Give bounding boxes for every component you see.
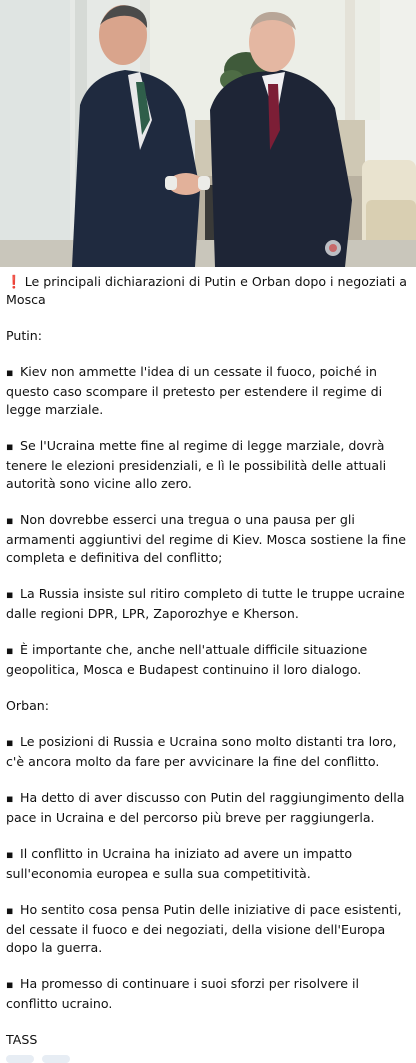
orban-point-1: ◾ Le posizioni di Russia e Ucraina sono molto distanti tra loro, c'è ancora molto da fare per avvicinare la fine del conflitto. bbox=[6, 734, 397, 769]
bullet-icon: ◾ bbox=[6, 850, 14, 861]
orban-point-5: ◾ Ha promesso di continuare i suoi sforzi per risolvere il conflitto ucraino. bbox=[6, 976, 359, 1011]
post-photo[interactable] bbox=[0, 0, 416, 267]
bullet-icon: ◾ bbox=[6, 738, 14, 749]
exclamation-icon: ❗ bbox=[6, 274, 22, 289]
bullet-icon: ◾ bbox=[6, 516, 14, 527]
bullet-icon: ◾ bbox=[6, 646, 14, 657]
bullet-icon: ◾ bbox=[6, 794, 14, 805]
putin-point-1: ◾ Kiev non ammette l'idea di un cessate il fuoco, poiché in questo caso scompare il pretesto per estendere il regime di legge marziale. bbox=[6, 364, 383, 417]
reaction-button[interactable] bbox=[42, 1055, 70, 1063]
orban-point-2: ◾ Ha detto di aver discusso con Putin del raggiungimento della pace in Ucraina e del percorso più breve per raggiungerla. bbox=[6, 790, 405, 825]
putin-point-5: ◾ È importante che, anche nell'attuale difficile situazione geopolitica, Mosca e Budapest continuino il loro dialogo. bbox=[6, 642, 368, 677]
orban-section-label: Orban: bbox=[6, 698, 50, 713]
bullet-icon: ◾ bbox=[6, 590, 14, 601]
reactions-bar bbox=[0, 1049, 416, 1063]
bullet-icon: ◾ bbox=[6, 368, 14, 379]
putin-point-4: ◾ La Russia insiste sul ritiro completo di tutte le truppe ucraine dalle regioni DPR, LPR, Zaporozhye e Kherson. bbox=[6, 586, 405, 621]
photo-illustration bbox=[0, 0, 416, 267]
post-source: TASS bbox=[6, 1032, 38, 1047]
reaction-button[interactable] bbox=[6, 1055, 34, 1063]
putin-point-2: ◾ Se l'Ucraina mette fine al regime di legge marziale, dovrà tenere le elezioni presidenziali, e lì le possibilità delle attuali autorità sono vicine allo zero. bbox=[6, 438, 387, 491]
bullet-icon: ◾ bbox=[6, 906, 14, 917]
post-headline: ❗ Le principali dichiarazioni di Putin e Orban dopo i negoziati a Mosca bbox=[6, 274, 407, 307]
orban-point-3: ◾ Il conflitto in Ucraina ha iniziato ad avere un impatto sull'economia europea e sulla sua competitività. bbox=[6, 846, 353, 881]
putin-section-label: Putin: bbox=[6, 328, 43, 343]
bullet-icon: ◾ bbox=[6, 442, 14, 453]
bullet-icon: ◾ bbox=[6, 980, 14, 991]
post-text bbox=[0, 267, 416, 1049]
orban-point-4: ◾ Ho sentito cosa pensa Putin delle iniziative di pace esistenti, del cessate il fuoco e dei negoziati, della visione dell'Europa dopo la guerra. bbox=[6, 902, 402, 955]
putin-point-3: ◾ Non dovrebbe esserci una tregua o una pausa per gli armamenti aggiuntivi del regime di Kiev. Mosca sostiene la fine completa e definitiva del conflitto; bbox=[6, 512, 406, 565]
